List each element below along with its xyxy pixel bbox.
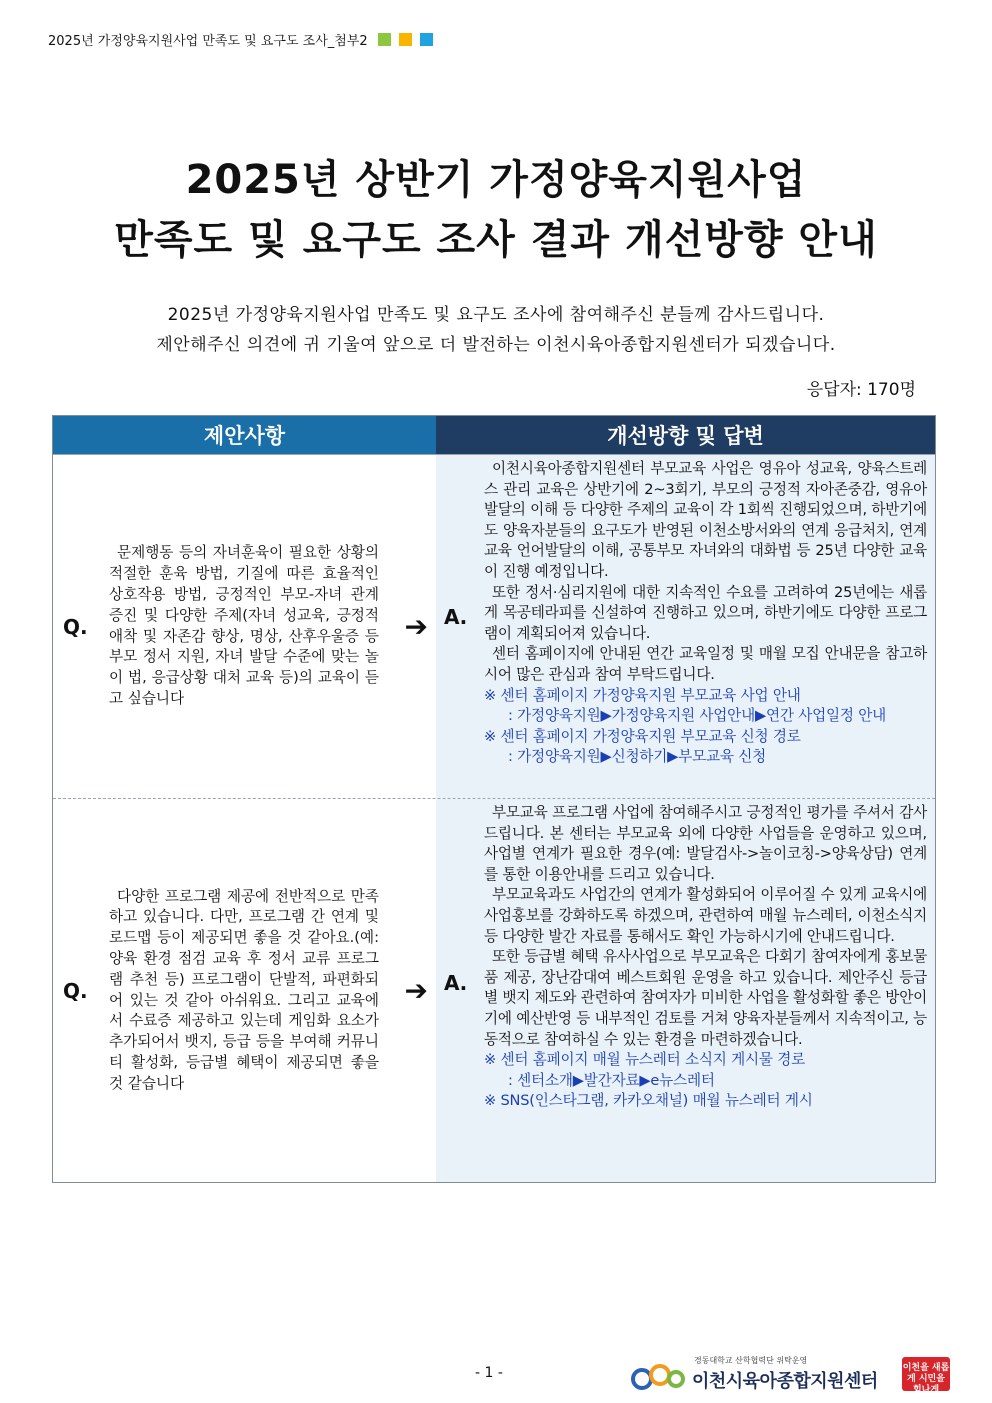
logo-subtitle: 경동대학교 산학협력단 위탁운영 (694, 1356, 808, 1365)
arrow-right-icon: ➔ (404, 610, 428, 643)
arrow-right-icon: ➔ (404, 974, 428, 1007)
a-label: A. (444, 605, 468, 629)
header-text: 2025년 가정양육지원사업 만족도 및 요구도 조사_첨부2 (48, 34, 368, 49)
note-line: ※ 센터 홈페이지 매월 뉴스레터 소식지 게시물 경로 (484, 1051, 806, 1069)
document-header (48, 30, 433, 49)
q-label: Q. (63, 614, 88, 639)
question-text: 다양한 프로그램 제공에 전반적으로 만족하고 있습니다. 다만, 프로그램 간 연계 및 로드맵 등이 제공되면 좋을 것 같아요.(예: 양육 환경 점검 교육 후 정서 교류 프로그램 추천 등) 프로그램이 단발적, 파편화되어 있는 것 같아 아쉬워요. 그리고 교육에서 수료증 제공하고 있는데 게임화 요소가 추가되어서 뱃지, 등급 등을 부여해 커뮤니티 활성화, 등급별 혜택이 제공되면 좋을 것 같습니다 (109, 887, 379, 1092)
question-text: 문제행동 등의 자녀훈육이 필요한 상황의 적절한 훈육 방법, 기질에 따른 효율적인 상호작용 방법, 긍정적인 부모-자녀 관계 증진 및 다양한 주제(자녀 성교육, 긍정적 애착 및 자존감 향상, 명상, 산후우울증 등 부모 정서 지원, 자녀 발달 수준에 맞는 놀이 법, 응급상황 대처 교육 등)의 교육이 듣고 싶습니다 (109, 544, 379, 707)
a-label: A. (444, 971, 468, 995)
table-row (53, 798, 935, 1182)
note-line: ※ 센터 홈페이지 가정양육지원 부모교육 사업 안내 (484, 686, 801, 704)
note-line: ※ 센터 홈페이지 가정양육지원 부모교육 신청 경로 (484, 727, 801, 745)
respondent-count: 응답자: 170명 (806, 380, 916, 400)
feedback-table (52, 415, 936, 1183)
answer-paragraph: 또한 등급별 혜택 유사사업으로 부모교육은 다회기 참여자에게 홍보물품 제공, 장난감대여 베스트회원 운영을 하고 있습니다. 제안주신 등급별 뱃지 제도와 관련하여 참여자가 미비한 사업을 활성화할 좋은 방안이기에 예산반영 등 내부적인 검토를 거쳐 양육자분들께서 지속적이고, 능동적으로 참여하실 수 있는 환경을 마련하겠습니다. (484, 948, 927, 1048)
page-number: - 1 - (475, 1365, 503, 1381)
q-label: Q. (63, 978, 88, 1003)
page-title-line1: 2025년 상반기 가정양육지원사업 (185, 157, 807, 203)
note-path: : 가정양육지원▶신청하기▶부모교육 신청 (508, 748, 767, 766)
green-square-icon (378, 33, 391, 46)
note-line: ※ SNS(인스타그램, 카카오채널) 매월 뉴스레터 게시 (484, 1092, 813, 1110)
note-path: : 가정양육지원▶가정양육지원 사업안내▶연간 사업일정 안내 (508, 707, 887, 725)
header-suggestions: 제안사항 (53, 416, 436, 454)
answer-paragraph: 센터 홈페이지에 안내된 연간 교육일정 및 매월 모집 안내문을 참고하시어 많은 관심과 참여 부탁드립니다. (484, 645, 927, 683)
answer-paragraph: 부모교육 프로그램 사업에 참여해주시고 긍정적인 평가를 주셔서 감사드립니다. 본 센터는 부모교육 외에 다양한 사업들을 운영하고 있으며, 사업별 연계가 필요한 경우(예: 발달검사->놀이코칭->양육상담) 연계를 통한 이용안내를 드리고 있습니다. (484, 804, 927, 883)
header-improvements: 개선방향 및 답변 (436, 416, 935, 454)
logo-title: 이천시육아종합지원센터 (692, 1371, 878, 1392)
page-title-line2: 만족도 및 요구도 조사 결과 개선방향 안내 (114, 217, 878, 263)
slogan-badge: 이천을 새롭게 시민을 힘나게 (902, 1357, 950, 1391)
center-logo (628, 1355, 950, 1395)
answer-paragraph: 이천시육아종합지원센터 부모교육 사업은 영유아 성교육, 양육스트레스 관리 교육은 상반기에 2~3회기, 부모의 긍정적 자아존중감, 영유아 발달의 이해 등 다양한 주제의 교육이 각 1회씩 진행되었으며, 하반기에도 양육자분들의 요구도가 반영된 이천소방서와의 연계 응급처치, 연계교육 언어발달의 이해, 공통부모 자녀와의 대화법 등 25년 다양한 교육이 진행 예정입니다. (484, 460, 927, 580)
intro-line1: 2025년 가정양육지원사업 만족도 및 요구도 조사에 참여해주신 분들께 감사드립니다. (167, 305, 825, 325)
note-path: : 센터소개▶발간자료▶e뉴스레터 (508, 1071, 715, 1089)
table-row (53, 454, 935, 798)
answer-cell (436, 799, 935, 1182)
yellow-square-icon (399, 33, 412, 46)
intro-line2: 제안해주신 의견에 귀 기울여 앞으로 더 발전하는 이천시육아종합지원센터가 되겠습니다. (156, 335, 836, 355)
answer-paragraph: 또한 정서·심리지원에 대한 지속적인 수요를 고려하여 25년에는 새롭게 목공테라피를 신설하여 진행하고 있으며, 하반기에도 다양한 프로그램이 계획되어져 있습니다. (484, 583, 927, 642)
sun-logo-icon (628, 1355, 688, 1395)
table-header (53, 416, 935, 454)
answer-paragraph: 부모교육과도 사업간의 연계가 활성화되어 이루어질 수 있게 교육시에 사업홍보를 강화하도록 하겠으며, 관련하여 매월 뉴스레터, 이천소식지 등 다양한 발간 자료를 통해서도 확인 가능하시기에 안내드립니다. (484, 886, 927, 945)
answer-cell (436, 455, 935, 798)
blue-square-icon (420, 33, 433, 46)
question-cell (53, 799, 436, 1182)
question-cell (53, 455, 436, 798)
